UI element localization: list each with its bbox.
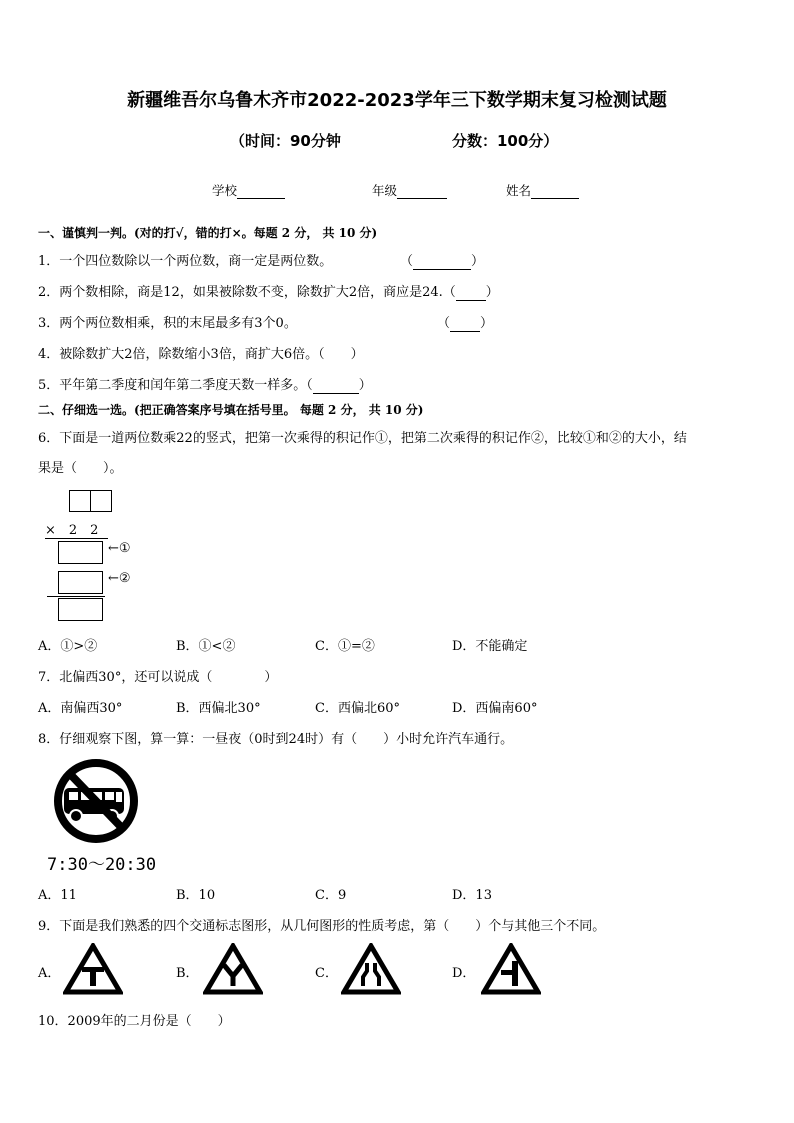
q6-option-c[interactable]: C．①=② [315,639,375,654]
q9-option-b[interactable]: B． [176,966,199,981]
q4-text: 4．被除数扩大2倍，除数缩小3倍，商扩大6倍。（ ） [38,347,364,362]
section2-heading: 二、仔细选一选。(把正确答案序号填在括号里。 每题 2 分， 共 10 分) [38,403,424,417]
q1-paren-open: （ [400,254,414,269]
q6-option-d[interactable]: D．不能确定 [452,639,528,654]
q8-text: 8．仔细观察下图，算一算：一昼夜（0时到24时）有（ ）小时允许汽车通行。 [38,732,514,747]
no-bus-sign-icon [48,756,148,846]
rule-line-1 [45,538,108,539]
grade-blank[interactable] [397,183,447,199]
q7-option-c[interactable]: C．西偏北60° [315,701,400,716]
q6-line2: 果是（ ）。 [38,461,123,476]
exam-title: 新疆维吾尔乌鲁木齐市2022-2023学年三下数学期末复习检测试题 [127,90,667,111]
q3 [38,312,297,331]
sign-time-caption: 7:30～20:30 [47,855,157,875]
school-blank[interactable] [237,183,285,199]
name-field[interactable] [506,181,579,199]
road-narrows-sign-icon [341,943,401,999]
q8-option-b[interactable]: B．10 [176,888,216,903]
partial-product-1-box [58,541,103,564]
q7-text: 7．北偏西30°，还可以说成（ ） [38,670,278,685]
q1-text: 1．一个四位数除以一个两位数，商一定是两位数。 [38,254,333,269]
q3-blank[interactable] [450,316,480,332]
arrow-label-1: ←① [108,541,131,556]
t-junction-sign-icon [63,943,123,999]
y-junction-sign-icon [203,943,263,999]
q5 [38,374,372,394]
q9-text: 9．下面是我们熟悉的四个交通标志图形，从几何图形的性质考虑，第（ ）个与其他三个不同。 [38,919,606,934]
q9-option-a[interactable]: A． [38,966,61,981]
q1-answer[interactable] [400,250,484,270]
q6-option-a[interactable]: A．①>② [38,639,98,654]
arrow-label-2: ←② [108,571,131,586]
q7-option-b[interactable]: B．西偏北30° [176,701,261,716]
q8-option-d[interactable]: D．13 [452,888,492,903]
q3-paren-open: （ [437,316,451,331]
q5-paren-close: ） [358,378,372,393]
q5-blank[interactable] [313,378,359,394]
grade-label: 年级 [372,183,398,198]
q2-paren-close: ） [485,285,499,300]
q1-blank[interactable] [413,254,471,270]
q3-text: 3．两个两位数相乘，积的末尾最多有3个0。 [38,316,297,331]
side-road-sign-icon [481,943,541,999]
q1 [38,250,332,269]
q2-blank[interactable] [456,285,486,301]
q2 [38,281,499,301]
section1-heading: 一、谨慎判一判。(对的打√，错的打×。每题 2 分， 共 10 分) [38,226,378,240]
multiplier: × 2 2 [45,523,99,538]
q5-text: 5．平年第二季度和闰年第二季度天数一样多。（ [38,378,313,393]
q10-text: 10．2009年的二月份是（ ） [38,1014,231,1029]
q6-option-b[interactable]: B．①<② [176,639,236,654]
q7-option-d[interactable]: D．西偏南60° [452,701,538,716]
q8-option-a[interactable]: A．11 [38,888,77,903]
q3-answer[interactable] [437,312,493,332]
exam-score: 分数：100分） [452,132,559,150]
name-blank[interactable] [531,183,579,199]
q9-option-d[interactable]: D． [452,966,476,981]
q7-option-a[interactable]: A．南偏西30° [38,701,123,716]
exam-time: （时间：90分钟 [230,132,341,150]
product-box [58,598,103,621]
name-label: 姓名 [506,183,532,198]
q8-option-c[interactable]: C．9 [315,888,347,903]
partial-product-2-box [58,571,103,594]
rule-line-2 [47,596,105,597]
q4 [38,343,364,362]
q1-paren-close: ） [471,254,485,269]
q2-text: 2．两个数相除，商是12，如果被除数不变，除数扩大2倍，商应是24.（ [38,285,456,300]
digit-box-ones [90,490,112,512]
digit-box-tens [69,490,91,512]
q6-line1: 6．下面是一道两位数乘22的竖式，把第一次乘得的积记作①，把第二次乘得的积记作②，比较①和②的大小，结 [38,431,687,446]
grade-field[interactable] [372,181,447,199]
q3-paren-close: ） [480,316,494,331]
school-field[interactable] [212,181,285,199]
q9-option-c[interactable]: C． [315,966,338,981]
school-label: 学校 [212,183,238,198]
